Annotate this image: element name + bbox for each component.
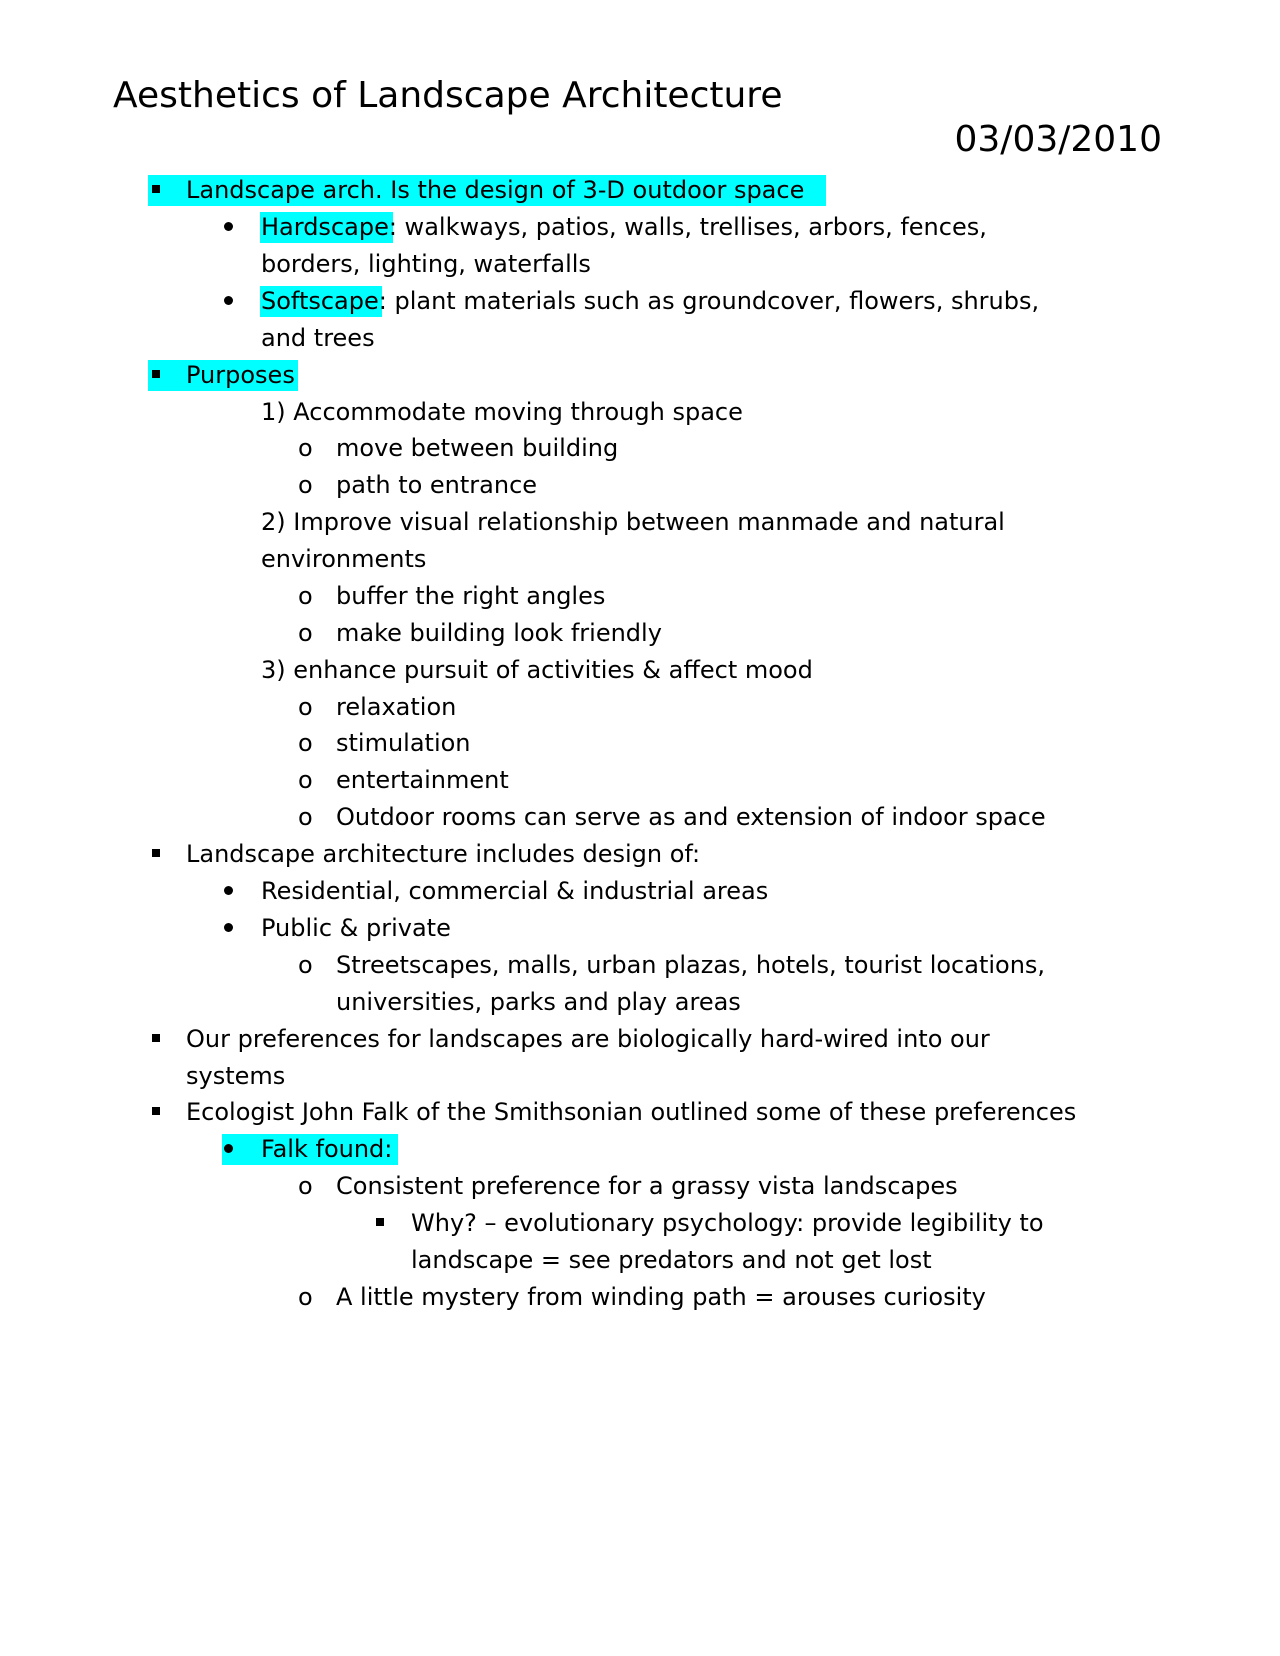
note-line [0, 652, 1280, 689]
note-line [0, 467, 1280, 504]
line-text: stimulation [336, 729, 471, 757]
line-text: 1) Accommodate moving through space [261, 398, 743, 426]
note-line [0, 283, 1280, 320]
round-bullet-icon [224, 283, 233, 320]
note-line [0, 947, 1280, 984]
square-bullet-icon [152, 836, 160, 873]
circle-bullet-icon: o [298, 951, 313, 979]
line-text: Streetscapes, malls, urban plazas, hotels, tourist locations, [336, 951, 1046, 979]
line-text: Falk found: [261, 1135, 393, 1163]
circle-bullet-icon: o [298, 1172, 313, 1200]
line-text: Hardscape: walkways, patios, walls, trellises, arbors, fences, [261, 213, 987, 241]
line-text: Purposes [186, 361, 295, 389]
line-text: landscape = see predators and not get lost [411, 1246, 932, 1274]
note-line [0, 873, 1280, 910]
line-text: borders, lighting, waterfalls [261, 250, 591, 278]
note-line [0, 1021, 1280, 1058]
note-line [0, 209, 1280, 246]
note-line [0, 430, 1280, 467]
note-line [0, 762, 1280, 799]
note-line [0, 541, 1280, 578]
circle-bullet-icon: o [298, 582, 313, 610]
line-text: path to entrance [336, 471, 538, 499]
note-line [0, 799, 1280, 836]
line-text: buffer the right angles [336, 582, 606, 610]
line-text: 2) Improve visual relationship between manmade and natural [261, 508, 1005, 536]
line-text: 3) enhance pursuit of activities & affect mood [261, 656, 813, 684]
line-text: Consistent preference for a grassy vista landscapes [336, 1172, 958, 1200]
note-line [0, 357, 1280, 394]
note-line [0, 836, 1280, 873]
line-text: Residential, commercial & industrial areas [261, 877, 769, 905]
note-line [0, 689, 1280, 726]
circle-bullet-icon: o [298, 693, 313, 721]
line-text: systems [186, 1062, 286, 1090]
note-line [0, 910, 1280, 947]
line-text: Public & private [261, 914, 451, 942]
note-line [0, 1205, 1280, 1242]
note-line [0, 1242, 1280, 1279]
note-line [0, 1168, 1280, 1205]
line-text: entertainment [336, 766, 509, 794]
note-line [0, 246, 1280, 283]
note-line [0, 320, 1280, 357]
round-bullet-icon [224, 209, 233, 246]
note-line [0, 1058, 1280, 1095]
line-text: Landscape arch. Is the design of 3-D outdoor space [186, 176, 805, 204]
line-text: Outdoor rooms can serve as and extension of indoor space [336, 803, 1046, 831]
circle-bullet-icon: o [298, 1283, 313, 1311]
circle-bullet-icon: o [298, 766, 313, 794]
note-line [0, 1279, 1280, 1316]
note-line [0, 172, 1280, 209]
line-text: Why? – evolutionary psychology: provide legibility to [411, 1209, 1044, 1237]
circle-bullet-icon: o [298, 729, 313, 757]
line-text: A little mystery from winding path = arouses curiosity [336, 1283, 986, 1311]
note-line [0, 504, 1280, 541]
line-text: move between building [336, 434, 619, 462]
line-text: Ecologist John Falk of the Smithsonian outlined some of these preferences [186, 1098, 1077, 1126]
line-text: Our preferences for landscapes are biologically hard-wired into our [186, 1025, 990, 1053]
note-line [0, 394, 1280, 431]
line-text: relaxation [336, 693, 457, 721]
highlighted-term: Softscape [261, 287, 379, 315]
line-text: make building look friendly [336, 619, 662, 647]
circle-bullet-icon: o [298, 619, 313, 647]
document-date: 03/03/2010 [954, 119, 1162, 160]
circle-bullet-icon: o [298, 434, 313, 462]
line-text: environments [261, 545, 427, 573]
line-text: Landscape architecture includes design of: [186, 840, 701, 868]
round-bullet-icon [224, 1131, 233, 1168]
circle-bullet-icon: o [298, 803, 313, 831]
square-bullet-icon [152, 1021, 160, 1058]
note-line [0, 984, 1280, 1021]
highlighted-term: Hardscape [261, 213, 389, 241]
round-bullet-icon [224, 873, 233, 910]
line-text: Softscape: plant materials such as groundcover, flowers, shrubs, [261, 287, 1040, 315]
note-line [0, 1131, 1280, 1168]
round-bullet-icon [224, 910, 233, 947]
line-text: and trees [261, 324, 375, 352]
square-bullet-icon [152, 172, 160, 209]
square-bullet-icon [152, 357, 160, 394]
note-line [0, 578, 1280, 615]
circle-bullet-icon: o [298, 471, 313, 499]
document-title: Aesthetics of Landscape Architecture [113, 75, 783, 116]
square-bullet-icon [152, 1094, 160, 1131]
square-bullet-icon [376, 1205, 384, 1242]
note-line [0, 725, 1280, 762]
note-line [0, 615, 1280, 652]
line-text: universities, parks and play areas [336, 988, 741, 1016]
note-line [0, 1094, 1280, 1131]
